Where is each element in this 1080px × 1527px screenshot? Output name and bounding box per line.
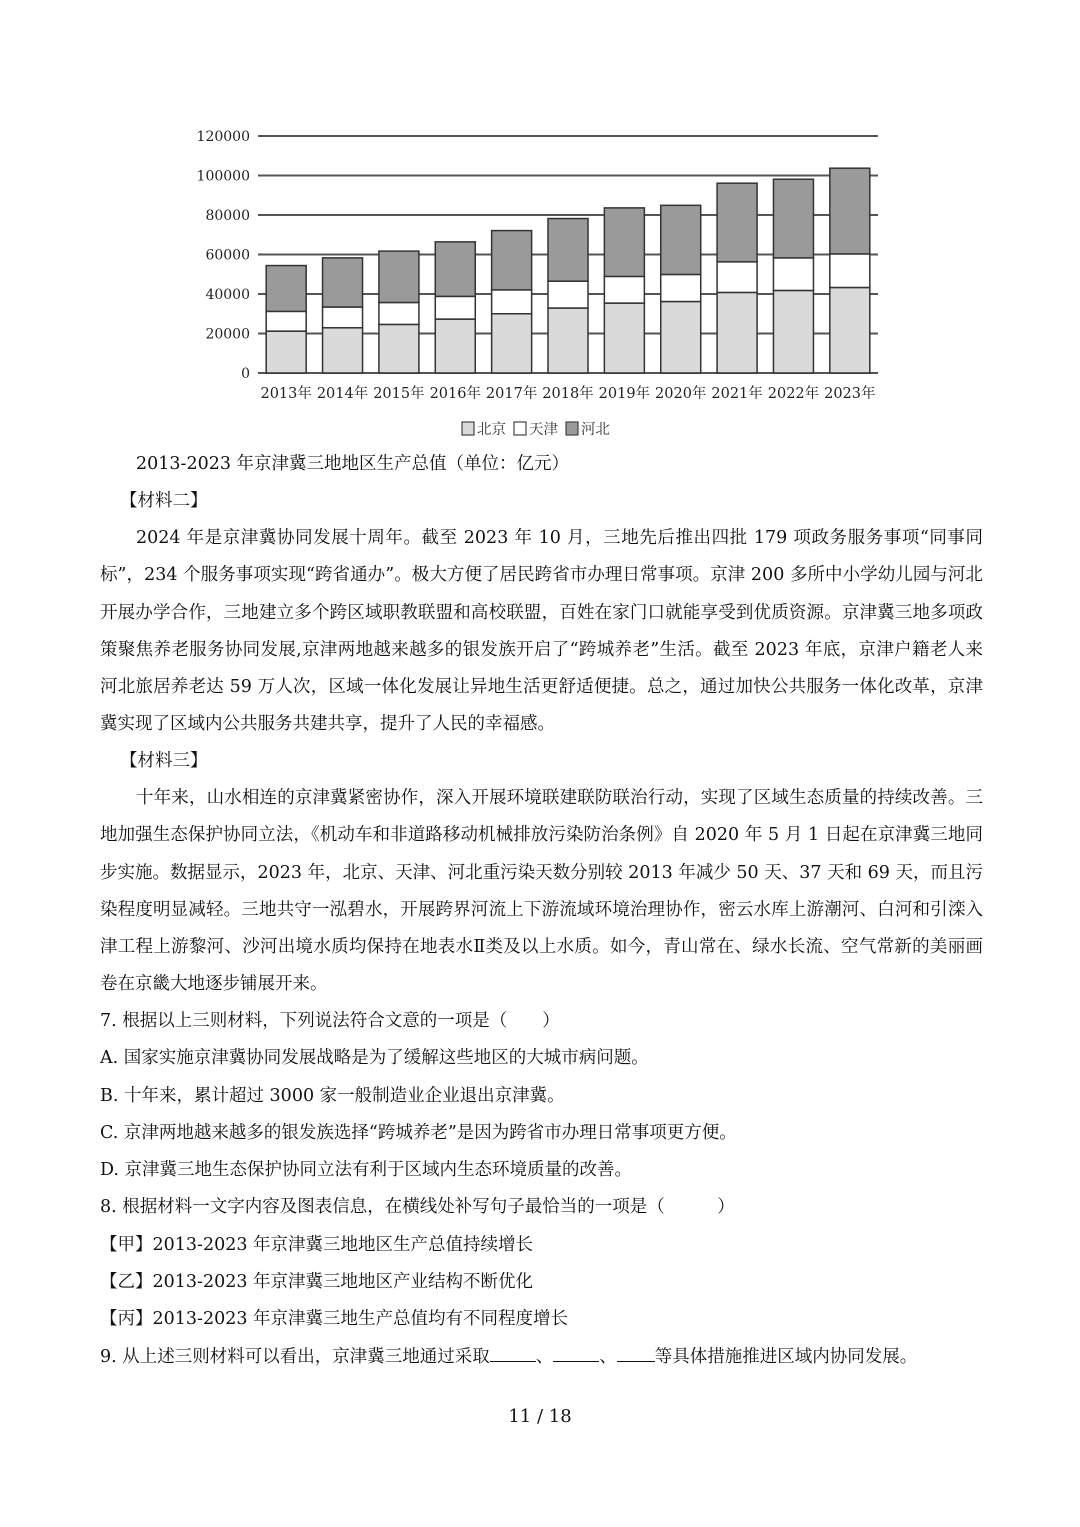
question-9-prefix: 9. 从上述三则材料可以看出，京津冀三地通过采取	[100, 1346, 490, 1367]
y-tick-label: 40000	[205, 287, 250, 303]
bar-segment-河北	[435, 242, 475, 297]
bar-segment-北京	[548, 308, 588, 373]
bar-segment-北京	[830, 287, 870, 373]
bar-segment-河北	[661, 205, 701, 274]
legend-swatch	[514, 422, 526, 435]
x-tick-label: 2021年	[711, 386, 763, 402]
material-2-text: 2024 年是京津冀协同发展十周年。截至 2023 年 10 月，三地先后推出四批 179 项政务服务事项“同事同标”，234 个服务事项实现“跨省通办”。极大方便了居民跨省市办理日常事项。京津 200 多所中小学幼儿园与河北开展办学合作，三地建立多个跨区域职教联盟和高校联盟，百姓在家门口就能享受到优质资源。京津冀三地多项政策聚焦养老服务协同发展,京津两地越来越多的银发族开启了“跨城养老”生活。截至 2023 年底，京津户籍老人来河北旅居养老达 59 万人次，区域一体化发展让异地生活更舒适便捷。总之，通过加快公共服务一体化改革，京津冀实现了区域内公共服务共建共享，提升了人民的幸福感。	[100, 528, 983, 735]
legend-swatch	[566, 422, 578, 435]
question-8-option-bing: 【丙】2013-2023 年京津冀三地生产总值均有不同程度增长	[100, 1309, 569, 1330]
bar-segment-北京	[773, 290, 813, 373]
question-9-suffix: 等具体措施推进区域内协同发展。	[654, 1346, 918, 1367]
question-8-option-yi: 【乙】2013-2023 年京津冀三地地区产业结构不断优化	[100, 1272, 534, 1293]
material-3-heading: 【材料三】	[120, 751, 208, 771]
question-7-option-d: D. 京津冀三地生态保护协同立法有利于区域内生态环境质量的改善。	[100, 1160, 633, 1181]
bar-segment-天津	[323, 307, 363, 328]
bar-segment-河北	[773, 179, 813, 258]
page-number: 11 / 18	[508, 1406, 572, 1427]
answer-blank-3[interactable]	[617, 1345, 655, 1362]
question-7-option-b: B. 十年来，累计超过 3000 家一般制造业企业退出京津冀。	[100, 1085, 565, 1106]
x-tick-label: 2019年	[598, 386, 651, 402]
x-tick-label: 2017年	[485, 386, 538, 402]
bar-segment-河北	[266, 266, 306, 312]
bar-segment-北京	[435, 319, 475, 373]
bar-segment-北京	[717, 292, 757, 373]
y-tick-label: 80000	[205, 208, 250, 224]
x-tick-label: 2015年	[373, 386, 425, 402]
answer-blank-1[interactable]	[490, 1345, 536, 1362]
bar-segment-天津	[435, 296, 475, 319]
bar-segment-北京	[266, 331, 306, 373]
bar-segment-河北	[492, 231, 532, 290]
bar-segment-天津	[717, 262, 757, 293]
bar-segment-河北	[717, 183, 757, 262]
x-tick-label: 2023年	[824, 386, 876, 402]
y-tick-label: 20000	[205, 326, 250, 343]
bar-segment-北京	[492, 314, 532, 373]
bar-segment-天津	[379, 302, 419, 324]
question-8-option-jia: 【甲】2013-2023 年京津冀三地地区生产总值持续增长	[100, 1234, 534, 1255]
bar-segment-天津	[548, 281, 588, 308]
chart-caption: 2013-2023 年京津冀三地地区生产总值（单位：亿元）	[136, 454, 570, 474]
question-7-stem: 7. 根据以上三则材料，下列说法符合文意的一项是（ ）	[100, 1011, 560, 1031]
gdp-stacked-bar-chart	[190, 120, 890, 450]
bar-segment-北京	[604, 303, 644, 373]
y-tick-label: 100000	[196, 168, 250, 185]
bar-segment-河北	[323, 258, 363, 307]
x-tick-label: 2014年	[316, 386, 369, 402]
bar-segment-天津	[604, 276, 644, 303]
x-tick-label: 2020年	[655, 386, 707, 402]
bar-segment-北京	[661, 302, 701, 373]
question-7-option-c: C. 京津两地越来越多的银发族选择“跨城养老”是因为跨省市办理日常事项更方便。	[100, 1122, 737, 1143]
y-tick-label: 120000	[196, 129, 250, 145]
bar-segment-天津	[266, 311, 306, 331]
legend-label: 河北	[581, 422, 610, 438]
x-tick-label: 2013年	[260, 386, 312, 402]
x-tick-label: 2016年	[429, 386, 481, 402]
bar-segment-北京	[379, 324, 419, 373]
legend-label: 天津	[529, 422, 558, 438]
bar-segment-北京	[323, 328, 363, 373]
y-tick-label: 60000	[205, 247, 250, 264]
bar-segment-河北	[830, 168, 870, 254]
separator: 、	[535, 1346, 554, 1367]
material-2-heading: 【材料二】	[120, 491, 208, 511]
bar-segment-河北	[379, 251, 419, 302]
bar-segment-河北	[548, 219, 588, 282]
legend-swatch	[462, 422, 474, 435]
bar-segment-天津	[830, 254, 870, 288]
question-8-stem: 8. 根据材料一文字内容及图表信息，在横线处补写句子最恰当的一项是（ ）	[100, 1197, 735, 1218]
x-tick-label: 2022年	[767, 386, 820, 402]
separator: 、	[599, 1346, 617, 1367]
bar-segment-天津	[492, 290, 532, 314]
bar-segment-天津	[773, 258, 813, 291]
question-7-option-a: A. 国家实施京津冀协同发展战略是为了缓解这些地区的大城市病问题。	[100, 1048, 649, 1069]
question-9	[100, 1339, 917, 1376]
legend-label: 北京	[477, 422, 506, 438]
y-tick-label: 0	[241, 366, 250, 382]
x-tick-label: 2018年	[542, 386, 594, 402]
bar-segment-天津	[661, 274, 701, 301]
answer-blank-2[interactable]	[553, 1345, 599, 1362]
bar-segment-河北	[604, 208, 644, 277]
material-3-text: 十年来，山水相连的京津冀紧密协作，深入开展环境联建联防联治行动，实现了区域生态质量的持续改善。三地加强生态保护协同立法，《机动车和非道路移动机械排放污染防治条例》自 2020 年 5 月 1 日起在京津冀三地同步实施。数据显示，2023 年，北京、天津、河北重污染天数分别较 2013 年减少 50 天、37 天和 69 天，而且污染程度明显减轻。三地共守一泓碧水，开展跨界河流上下游流域环境治理协作，密云水库上游潮河、白河和引滦入津工程上游黎河、沙河出境水质均保持在地表水Ⅱ类及以上水质。如今，青山常在、绿水长流、空气常新的美丽画卷在京畿大地逐步铺展开来。	[100, 788, 983, 995]
questions	[100, 1003, 917, 1376]
